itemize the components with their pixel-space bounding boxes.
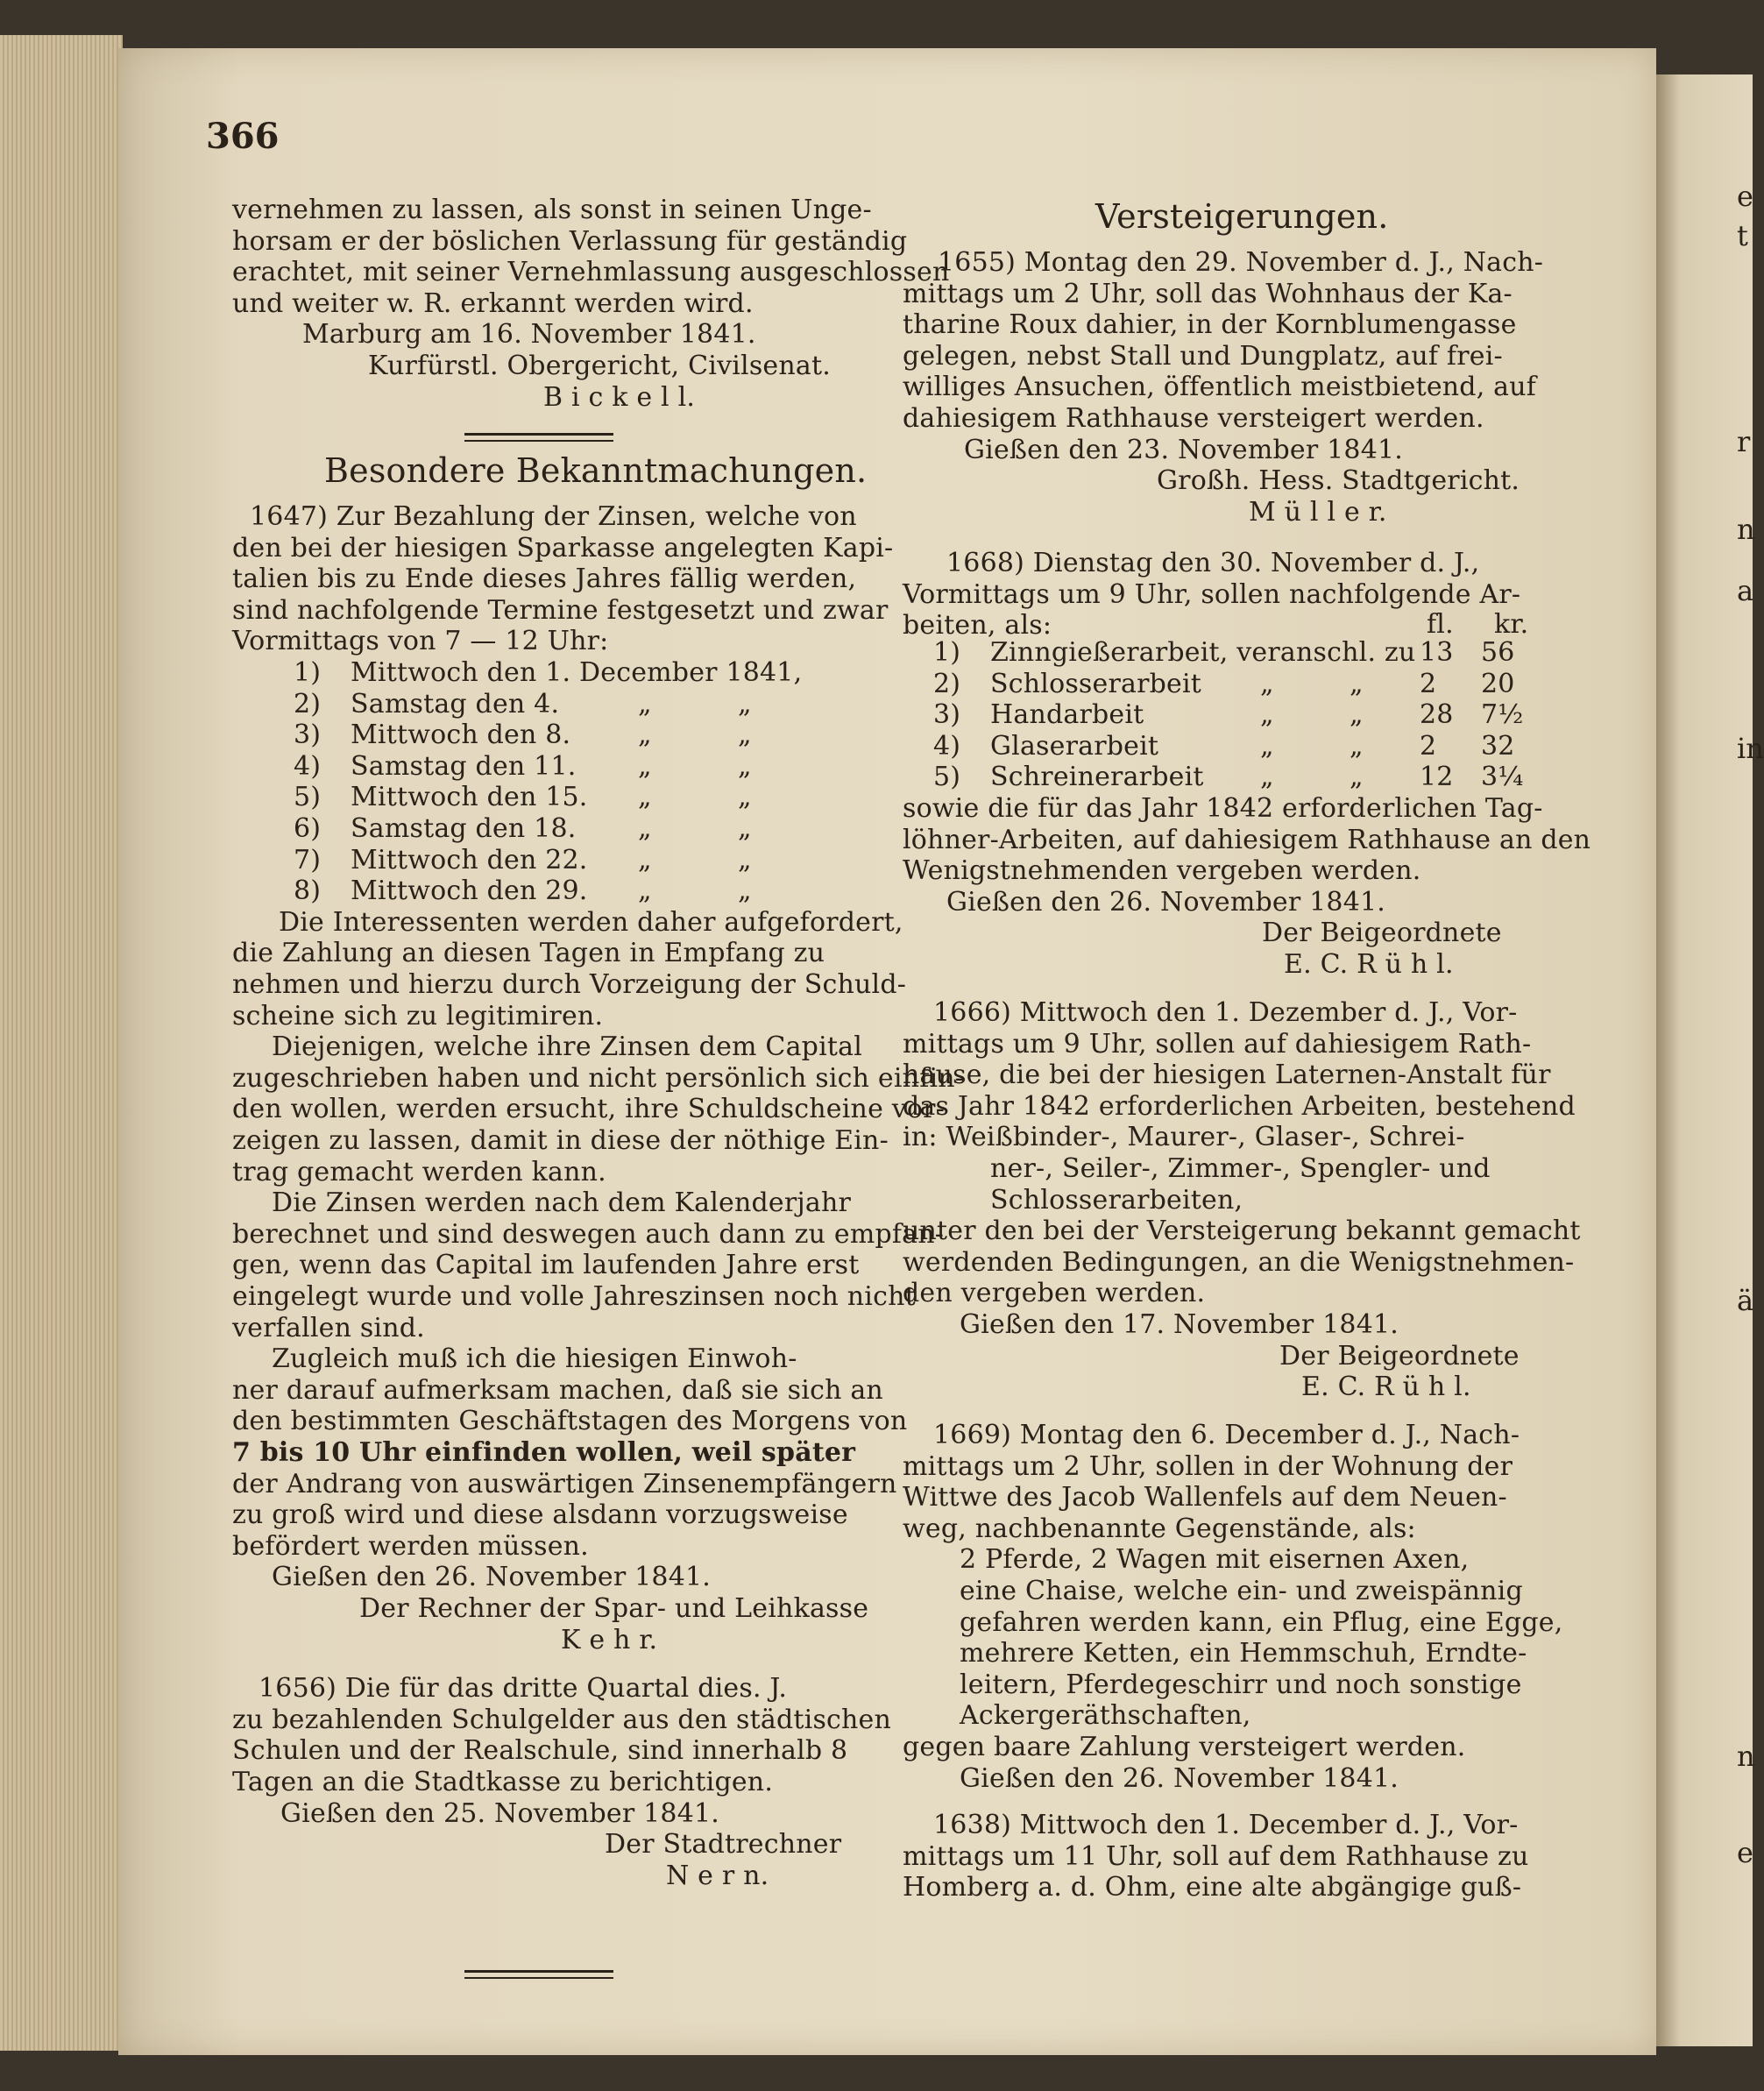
amount-kr: 3¼ bbox=[1481, 762, 1524, 793]
ditto-mark: „ bbox=[638, 719, 652, 751]
text-line: 1656) Die für das dritte Quartal dies. J. bbox=[259, 1673, 788, 1705]
text-line: Der Beigeordnete bbox=[1279, 1340, 1520, 1372]
section-divider bbox=[464, 433, 613, 436]
text-line: eingelegt wurde und volle Jahreszinsen noch nicht bbox=[232, 1281, 916, 1312]
text-line: N e r n. bbox=[666, 1860, 769, 1891]
ditto-mark: „ bbox=[738, 750, 752, 782]
list-item: Samstag den 18. bbox=[351, 813, 577, 844]
ditto-mark: „ bbox=[1260, 699, 1274, 731]
text-line: mittags um 9 Uhr, sollen auf dahiesigem Rath- bbox=[903, 1028, 1532, 1060]
section-divider bbox=[464, 1977, 613, 1979]
page-number: 366 bbox=[206, 116, 280, 157]
amount-kr: 56 bbox=[1481, 637, 1515, 668]
list-number: 3) bbox=[933, 699, 961, 731]
text-line: zugeschrieben haben und nicht persönlich sich einfin- bbox=[232, 1062, 965, 1094]
amount-fl: 28 bbox=[1420, 699, 1454, 731]
amount-fl: 2 bbox=[1420, 668, 1437, 699]
text-line: Vormittags um 9 Uhr, sollen nachfolgende Ar- bbox=[903, 578, 1521, 610]
text-line: eine Chaise, welche ein- und zweispännig bbox=[960, 1576, 1523, 1606]
text-line: weg, nachbenannte Gegenstände, als: bbox=[903, 1513, 1416, 1544]
ditto-mark: „ bbox=[638, 688, 652, 719]
ditto-mark: „ bbox=[1350, 668, 1364, 699]
list-item: Samstag den 4. bbox=[351, 688, 560, 719]
text-line: ner darauf aufmerksam machen, daß sie sich an bbox=[232, 1374, 883, 1406]
text-line: Der Rechner der Spar- und Leihkasse bbox=[359, 1593, 869, 1624]
text-line: Kurfürstl. Obergericht, Civilsenat. bbox=[368, 351, 831, 381]
section-heading: Versteigerungen. bbox=[1095, 197, 1389, 236]
next-page-fragment: n bbox=[1737, 513, 1755, 546]
text-line: gen, wenn das Capital im laufenden Jahre erst bbox=[232, 1250, 860, 1281]
ditto-mark: „ bbox=[638, 813, 652, 844]
text-line: Die Zinsen werden nach dem Kalenderjahr bbox=[272, 1187, 852, 1219]
text-line: Die Interessenten werden daher aufgefordert, bbox=[279, 906, 903, 938]
list-number: 1) bbox=[294, 657, 322, 688]
text-line: zu bezahlenden Schulgelder aus den städtischen bbox=[232, 1704, 892, 1735]
text-line: in: Weißbinder-, Maurer-, Glaser-, Schrei- bbox=[903, 1122, 1465, 1153]
text-line: mehrere Ketten, ein Hemmschuh, Erndte- bbox=[960, 1638, 1527, 1669]
text-line: der Andrang von auswärtigen Zinsenempfängern bbox=[232, 1468, 897, 1499]
text-line: beiten, als: bbox=[903, 610, 1052, 641]
text-line: gelegen, nebst Stall und Dungplatz, auf frei- bbox=[903, 340, 1503, 372]
text-line: zu groß wird und diese alsdann vorzugsweise bbox=[232, 1499, 848, 1531]
section-divider bbox=[464, 440, 613, 442]
next-page-edge bbox=[1656, 74, 1764, 2046]
section-heading: Besondere Bekanntmachungen. bbox=[324, 451, 868, 490]
list-number: 8) bbox=[294, 875, 322, 907]
text-line: Schlosserarbeiten, bbox=[990, 1184, 1243, 1216]
ditto-mark: „ bbox=[738, 688, 752, 719]
text-line: Wenigstnehmenden vergeben werden. bbox=[903, 855, 1421, 887]
next-page-fragment: t bbox=[1737, 219, 1748, 252]
text-line: horsam er der böslichen Verlassung für geständig bbox=[232, 225, 908, 257]
column-header-kr: kr. bbox=[1494, 609, 1529, 640]
list-item: Mittwoch den 29. bbox=[351, 875, 588, 907]
next-page-fragment: in bbox=[1737, 732, 1764, 765]
text-line: den vergeben werden. bbox=[903, 1278, 1206, 1309]
ditto-mark: „ bbox=[738, 813, 752, 844]
text-line: 1655) Montag den 29. November d. J., Nach- bbox=[938, 247, 1544, 278]
text-line: hause, die bei der hiesigen Laternen-Anstalt für bbox=[903, 1060, 1551, 1091]
text-line: Gießen den 25. November 1841. bbox=[280, 1797, 720, 1829]
list-number: 6) bbox=[294, 813, 322, 844]
list-number: 2) bbox=[294, 688, 322, 719]
text-line: das Jahr 1842 erforderlichen Arbeiten, bestehend bbox=[903, 1090, 1576, 1122]
ditto-mark: „ bbox=[638, 750, 652, 782]
ditto-mark: „ bbox=[738, 719, 752, 751]
text-line: Großh. Hess. Stadtgericht. bbox=[1157, 465, 1520, 497]
ditto-mark: „ bbox=[638, 844, 652, 875]
text-line: mittags um 2 Uhr, sollen in der Wohnung der bbox=[903, 1450, 1513, 1482]
text-line: Marburg am 16. November 1841. bbox=[302, 319, 756, 351]
ditto-mark: „ bbox=[1260, 730, 1274, 762]
text-line: löhner-Arbeiten, auf dahiesigem Rathhause an den bbox=[903, 824, 1591, 855]
text-line: talien bis zu Ende dieses Jahres fällig werden, bbox=[232, 564, 857, 595]
text-line: Homberg a. d. Ohm, eine alte abgängige guß- bbox=[903, 1872, 1522, 1903]
text-line: Vormittags von 7 — 12 Uhr: bbox=[232, 626, 609, 657]
next-page-fragment: ä bbox=[1737, 1284, 1754, 1317]
next-page-fragment: r bbox=[1737, 425, 1751, 458]
text-line: sind nachfolgende Termine festgesetzt und zwar bbox=[232, 594, 889, 626]
list-item: Mittwoch den 1. December 1841, bbox=[351, 657, 803, 688]
text-line: 2 Pferde, 2 Wagen mit eisernen Axen, bbox=[960, 1544, 1470, 1576]
amount-kr: 20 bbox=[1481, 668, 1515, 699]
text-line: Tagen an die Stadtkasse zu berichtigen. bbox=[232, 1767, 774, 1797]
next-page-fragment: e bbox=[1737, 1836, 1753, 1869]
section-divider bbox=[464, 1970, 613, 1973]
text-line: nehmen und hierzu durch Vorzeigung der Schuld- bbox=[232, 969, 907, 1000]
text-line: 1638) Mittwoch den 1. December d. J., Vor- bbox=[933, 1810, 1519, 1840]
text-line: Gießen den 26. November 1841. bbox=[272, 1562, 712, 1593]
text-line: zeigen zu lassen, damit in diese der nöthige Ein- bbox=[232, 1125, 889, 1156]
text-line: B i c k e l l. bbox=[543, 381, 696, 413]
ditto-mark: „ bbox=[638, 782, 652, 813]
next-page-fragment: n bbox=[1737, 1740, 1755, 1773]
text-line: K e h r. bbox=[561, 1624, 658, 1655]
text-line: 1669) Montag den 6. December d. J., Nach- bbox=[933, 1420, 1520, 1450]
amount-kr: 7½ bbox=[1481, 699, 1524, 731]
list-number: 1) bbox=[933, 637, 961, 668]
text-line: tharine Roux dahier, in der Kornblumengasse bbox=[903, 309, 1517, 341]
list-number: 7) bbox=[294, 844, 322, 875]
text-line: Gießen den 17. November 1841. bbox=[960, 1309, 1399, 1340]
text-line: den bestimmten Geschäftstagen des Morgens von bbox=[232, 1406, 908, 1437]
ditto-mark: „ bbox=[1350, 762, 1364, 793]
text-line: Diejenigen, welche ihre Zinsen dem Capital bbox=[272, 1031, 862, 1063]
text-line: Gießen den 26. November 1841. bbox=[946, 886, 1386, 918]
text-line: sowie die für das Jahr 1842 erforderlichen Tag- bbox=[903, 793, 1543, 824]
ditto-mark: „ bbox=[1350, 699, 1364, 731]
list-item: Mittwoch den 8. bbox=[351, 719, 571, 751]
list-item: Handarbeit bbox=[990, 699, 1144, 731]
column-header-fl: fl. bbox=[1427, 609, 1454, 640]
ditto-mark: „ bbox=[638, 875, 652, 907]
text-line: mittags um 2 Uhr, soll das Wohnhaus der Ka- bbox=[903, 278, 1513, 309]
text-line: mittags um 11 Uhr, soll auf dem Rathhause zu bbox=[903, 1840, 1529, 1872]
text-line: 1647) Zur Bezahlung der Zinsen, welche von bbox=[250, 501, 857, 532]
ditto-mark: „ bbox=[738, 782, 752, 813]
text-line: williges Ansuchen, öffentlich meistbietend, auf bbox=[903, 372, 1537, 403]
text-line: den bei der hiesigen Sparkasse angelegten Kapi- bbox=[232, 532, 894, 564]
text-line: Gießen den 26. November 1841. bbox=[960, 1762, 1399, 1794]
text-line: M ü l l e r. bbox=[1249, 496, 1387, 528]
amount-fl: 13 bbox=[1420, 637, 1454, 668]
text-line: dahiesigem Rathhause versteigert werden. bbox=[903, 403, 1484, 434]
text-line: trag gemacht werden kann. bbox=[232, 1156, 606, 1187]
text-line: Schulen und der Realschule, sind innerhalb 8 bbox=[232, 1735, 848, 1767]
text-line: gefahren werden kann, ein Pflug, eine Egge, bbox=[960, 1606, 1563, 1638]
amount-kr: 32 bbox=[1481, 730, 1515, 762]
text-line: den wollen, werden ersucht, ihre Schuldscheine vor- bbox=[232, 1094, 946, 1125]
text-line: scheine sich zu legitimiren. bbox=[232, 1000, 604, 1031]
text-line: Der Beigeordnete bbox=[1262, 918, 1502, 949]
amount-fl: 2 bbox=[1420, 730, 1437, 762]
ditto-mark: „ bbox=[738, 875, 752, 907]
text-line: E. C. R ü h l. bbox=[1284, 949, 1454, 980]
list-item: Samstag den 11. bbox=[351, 750, 577, 782]
text-line: Der Stadtrechner bbox=[605, 1829, 842, 1861]
text-line: verfallen sind. bbox=[232, 1312, 425, 1343]
ditto-mark: „ bbox=[738, 844, 752, 875]
list-number: 2) bbox=[933, 668, 961, 699]
list-item: Glaserarbeit bbox=[990, 730, 1159, 762]
list-item: Mittwoch den 15. bbox=[351, 782, 588, 813]
text-line: gegen baare Zahlung versteigert werden. bbox=[903, 1732, 1466, 1762]
text-line: Zugleich muß ich die hiesigen Einwoh- bbox=[272, 1343, 797, 1375]
text-line: erachtet, mit seiner Vernehmlassung ausgeschlossen bbox=[232, 257, 950, 288]
list-item: Schlosserarbeit bbox=[990, 668, 1202, 699]
text-line: 1668) Dienstag den 30. November d. J., bbox=[946, 548, 1480, 578]
ditto-mark: „ bbox=[1260, 668, 1274, 699]
text-line: leitern, Pferdegeschirr und noch sonstige bbox=[960, 1669, 1522, 1700]
list-item: Schreinerarbeit bbox=[990, 762, 1204, 793]
text-line: befördert werden müssen. bbox=[232, 1530, 589, 1562]
text-line: die Zahlung an diesen Tagen in Empfang zu bbox=[232, 938, 825, 969]
text-line: Wittwe des Jacob Wallenfels auf dem Neuen- bbox=[903, 1482, 1507, 1513]
list-number: 4) bbox=[294, 750, 322, 782]
list-number: 5) bbox=[933, 762, 961, 793]
text-line: Ackergeräthschaften, bbox=[960, 1700, 1251, 1732]
text-line: werdenden Bedingungen, an die Wenigstnehmen- bbox=[903, 1246, 1575, 1278]
list-number: 5) bbox=[294, 782, 322, 813]
text-line: vernehmen zu lassen, als sonst in seinen Unge- bbox=[232, 195, 872, 225]
next-page-fragment: a bbox=[1737, 574, 1754, 607]
ditto-mark: „ bbox=[1350, 730, 1364, 762]
text-line: unter den bei der Versteigerung bekannt gemacht bbox=[903, 1216, 1581, 1247]
list-number: 4) bbox=[933, 730, 961, 762]
text-line: ner-, Seiler-, Zimmer-, Spengler- und bbox=[990, 1153, 1491, 1184]
text-line: und weiter w. R. erkannt werden wird. bbox=[232, 287, 754, 319]
list-item: Zinngießerarbeit, veranschl. zu bbox=[990, 637, 1416, 668]
text-line: berechnet und sind deswegen auch dann zu empfan- bbox=[232, 1218, 945, 1250]
amount-fl: 12 bbox=[1420, 762, 1454, 793]
list-item: Mittwoch den 22. bbox=[351, 844, 588, 875]
next-page-fragment: e bbox=[1737, 180, 1753, 213]
text-line: 7 bis 10 Uhr einfinden wollen, weil später bbox=[232, 1437, 856, 1468]
list-number: 3) bbox=[294, 719, 322, 751]
text-line: 1666) Mittwoch den 1. Dezember d. J., Vor- bbox=[933, 997, 1518, 1028]
book-page-stack bbox=[0, 35, 123, 2051]
text-line: Gießen den 23. November 1841. bbox=[964, 434, 1404, 465]
ditto-mark: „ bbox=[1260, 762, 1274, 793]
text-line: E. C. R ü h l. bbox=[1301, 1372, 1471, 1403]
